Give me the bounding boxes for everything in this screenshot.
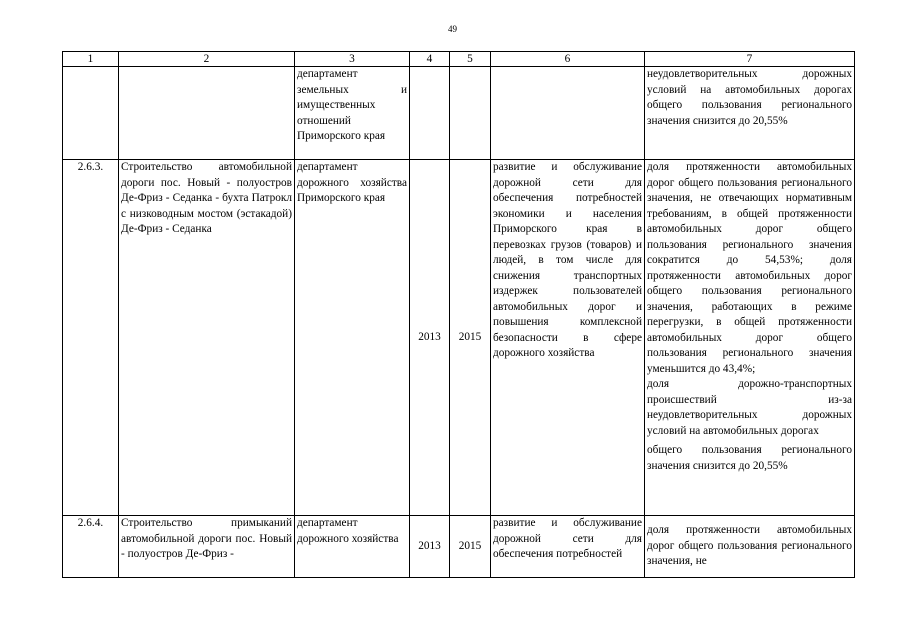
expected-result-cell: развитие и обслуживание дорожной сети для обеспечения потребностей [491, 516, 645, 578]
table-row [63, 516, 855, 578]
indicator-text-part-1: доля протяженности автомобильных дорог общего пользования регионального значения, не отвечающих нормативным требованиям, в общей протяженности автомобильных дорог общего пользования регионального значения сократится до 54,53%; доля протяженности автомобильных дорог общего пользования регионального значения, работающих в режиме перегрузки, в общей протяженности автомобильных дорог общего пользования регионального значения уменьшится до 43,4%; [647, 161, 852, 375]
start-year-cell: 2013 [410, 516, 450, 578]
measure-name-cell [119, 67, 295, 160]
expected-result-cell: развитие и обслуживание дорожной сети для обеспечения потребностей экономики и населения Приморского края в перевозках грузов (товаров) и людей, в том числе для снижения транспортных издержек пользователей автомобильных дорог и повышения комплексной безопасности в сфере дорожного хозяйства [491, 160, 645, 516]
end-year-cell: 2015 [450, 516, 491, 578]
start-year-cell: 2013 [410, 160, 450, 516]
measure-name-cell: Строительство примыканий автомобильной дороги пос. Новый - полуостров Де-Фриз - [119, 516, 295, 578]
executor-cell: департамент земельных и имущественных отношений Приморского края [295, 67, 410, 160]
indicator-text-part-2: доля дорожно-транспортных происшествий из-за неудовлетворительных дорожных условий на автомобильных дорогах [647, 378, 852, 437]
expected-result-cell [491, 67, 645, 160]
item-number-cell [63, 67, 119, 160]
column-header-4: 4 [410, 52, 450, 67]
indicator-cell: неудовлетворительных дорожных условий на автомобильных дорогах общего пользования регионального значения снизится до 20,55% [645, 67, 855, 160]
column-number-row [63, 52, 855, 67]
indicator-cell [645, 160, 855, 516]
column-header-2: 2 [119, 52, 295, 67]
start-year-cell [410, 67, 450, 160]
program-table [62, 51, 855, 578]
table-row [63, 160, 855, 516]
column-header-6: 6 [491, 52, 645, 67]
page-number: 49 [448, 24, 457, 34]
indicator-cell: доля протяженности автомобильных дорог общего пользования регионального значения, не [645, 516, 855, 578]
column-header-5: 5 [450, 52, 491, 67]
column-header-7: 7 [645, 52, 855, 67]
end-year-cell [450, 67, 491, 160]
indicator-text-part-3: общего пользования регионального значения снизится до 20,55% [647, 444, 852, 472]
executor-cell: департамент дорожного хозяйства [295, 516, 410, 578]
executor-cell: департамент дорожного хозяйства Приморского края [295, 160, 410, 516]
end-year-cell: 2015 [450, 160, 491, 516]
column-header-3: 3 [295, 52, 410, 67]
table-row [63, 67, 855, 160]
column-header-1: 1 [63, 52, 119, 67]
item-number-cell: 2.6.4. [63, 516, 119, 578]
measure-name-cell: Строительство автомобильной дороги пос. Новый - полуостров Де-Фриз - Седанка - бухта Патрокл с низководным мостом (эстакадой) Де-Фриз - Седанка [119, 160, 295, 516]
item-number-cell: 2.6.3. [63, 160, 119, 516]
